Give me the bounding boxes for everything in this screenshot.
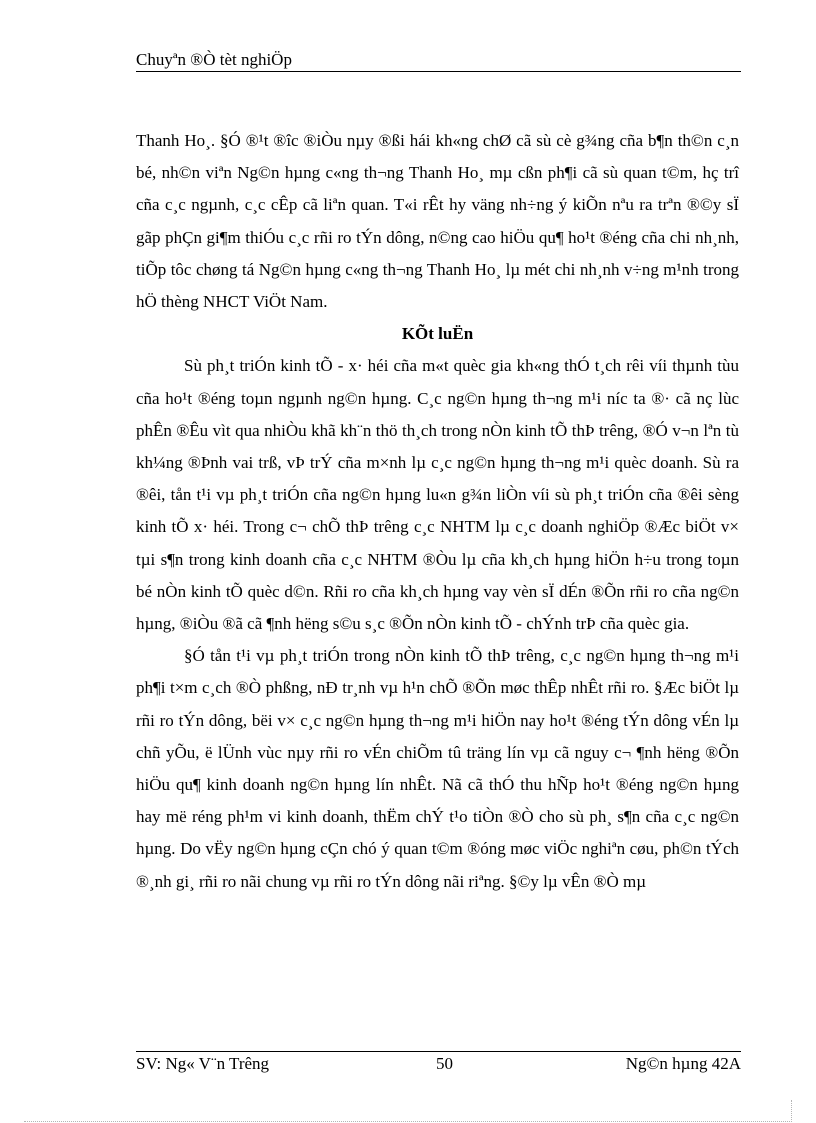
page-header <box>136 50 741 72</box>
page-footer <box>136 1054 741 1076</box>
page-edge-dotted-line <box>24 1121 792 1122</box>
page-number: 50 <box>436 1054 453 1073</box>
footer-rule <box>136 1051 741 1052</box>
header-title: Chuyªn ®Ò tèt nghiÖp <box>136 50 292 69</box>
body-text <box>136 125 739 898</box>
section-heading: KÕt luËn <box>401 324 474 344</box>
footer-student: SV: Ng« V¨n Trêng <box>136 1054 270 1073</box>
header-rule <box>136 71 741 72</box>
paragraph-3: §Ó tån t¹i vµ ph¸t triÓn trong nÒn kinh tÕ thÞ trêng, c¸c ng©n hµng th¬ng m¹i ph¶i t×m c¸ch ®Ò phßng, nÐ tr¸nh vµ h¹n chÕ ®Õn møc thÊp nhÊt rñi ro. §Æc biÖt lµ rñi ro tÝn dông, bëi v× c¸c ng©n hµng th¬ng m¹i hiÖn nay ho¹t ®éng tÝn dông vÉn lµ chñ yÕu, ë lÜnh vùc nµy rñi ro vÉn chiÕm tû träng lín vµ cã nguy c¬ ¶nh hëng ®Õn hiÖu qu¶ kinh doanh ng©n hµng lín nhÊt. Nã cã thÓ thu hÑp ho¹t ®éng ng©n hµng hay më réng ph¹m vi kinh doanh, thËm chÝ t¹o tiÒn ®Ò cho sù ph¸ s¶n cña c¸c ng©n hµng. Do vËy ng©n hµng cÇn chó ý quan t©m ®óng møc viÖc nghiªn cøu, ph©n tÝch ®¸nh gi¸ rñi ro nãi chung vµ rñi ro tÝn dông nãi riªng. §©y lµ vÊn ®Ò mµ <box>136 646 739 891</box>
footer-class: Ng©n hµng 42A <box>625 1054 741 1073</box>
paragraph-1: Thanh Ho¸. §Ó ®¹t ®îc ®iÒu nµy ®ßi hái kh«ng chØ cã sù cè g¾ng cña b¶n th©n c¸n bé, nh©n viªn Ng©n hµng c«ng th¬ng Thanh Ho¸ mµ cßn ph¶i cã sù quan t©m, hç trî cña c¸c ngµnh, c¸c cÊp cã liªn quan. T«i rÊt hy väng nh÷ng ý kiÕn nªu ra trªn ®©y sÏ gãp phÇn gi¶m thiÓu c¸c rñi ro tÝn dông, n©ng cao hiÖu qu¶ ho¹t ®éng cña chi nh¸nh, tiÕp tôc chøng tá Ng©n hµng c«ng th¬ng Thanh Ho¸ lµ mét chi nh¸nh v÷ng m¹nh trong hÖ thèng NHCT ViÖt Nam. <box>136 131 739 312</box>
paragraph-2: Sù ph¸t triÓn kinh tÕ - x· héi cña m«t quèc gia kh«ng thÓ t¸ch rêi víi thµnh tùu cña ho¹t ®éng toµn ngµnh ng©n hµng. C¸c ng©n hµng th¬ng m¹i níc ta ®· cã nç lùc phÊn ®Êu vìt qua nhiÒu khã kh¨n thö th¸ch trong nÒn kinh tÕ thÞ trêng, ®Ó v¬n lªn tù kh¼ng ®Þnh vai trß, vÞ trÝ cña m×nh lµ c¸c ng©n hµng th¬ng m¹i quèc doanh. Sù ra ®êi, tån t¹i vµ ph¸t triÓn cña ng©n hµng lu«n g¾n liÒn víi sù ph¸t triÓn cña ®êi sèng kinh tÕ x· héi. Trong c¬ chÕ thÞ trêng c¸c NHTM lµ c¸c doanh nghiÖp ®Æc biÖt v× tµi s¶n trong kinh doanh cña c¸c NHTM ®Òu lµ cña kh¸ch hµng hiÖn h÷u trong toµn bé nÒn kinh tÕ quèc d©n. Rñi ro cña kh¸ch hµng vay vèn sÏ dÉn ®Õn rñi ro cña ng©n hµng, ®iÒu ®ã cã ¶nh hëng s©u s¸c ®Õn nÒn kinh tÕ - chÝnh trÞ cña quèc gia. <box>136 356 739 634</box>
page-edge-dotted-marker <box>791 1100 792 1122</box>
